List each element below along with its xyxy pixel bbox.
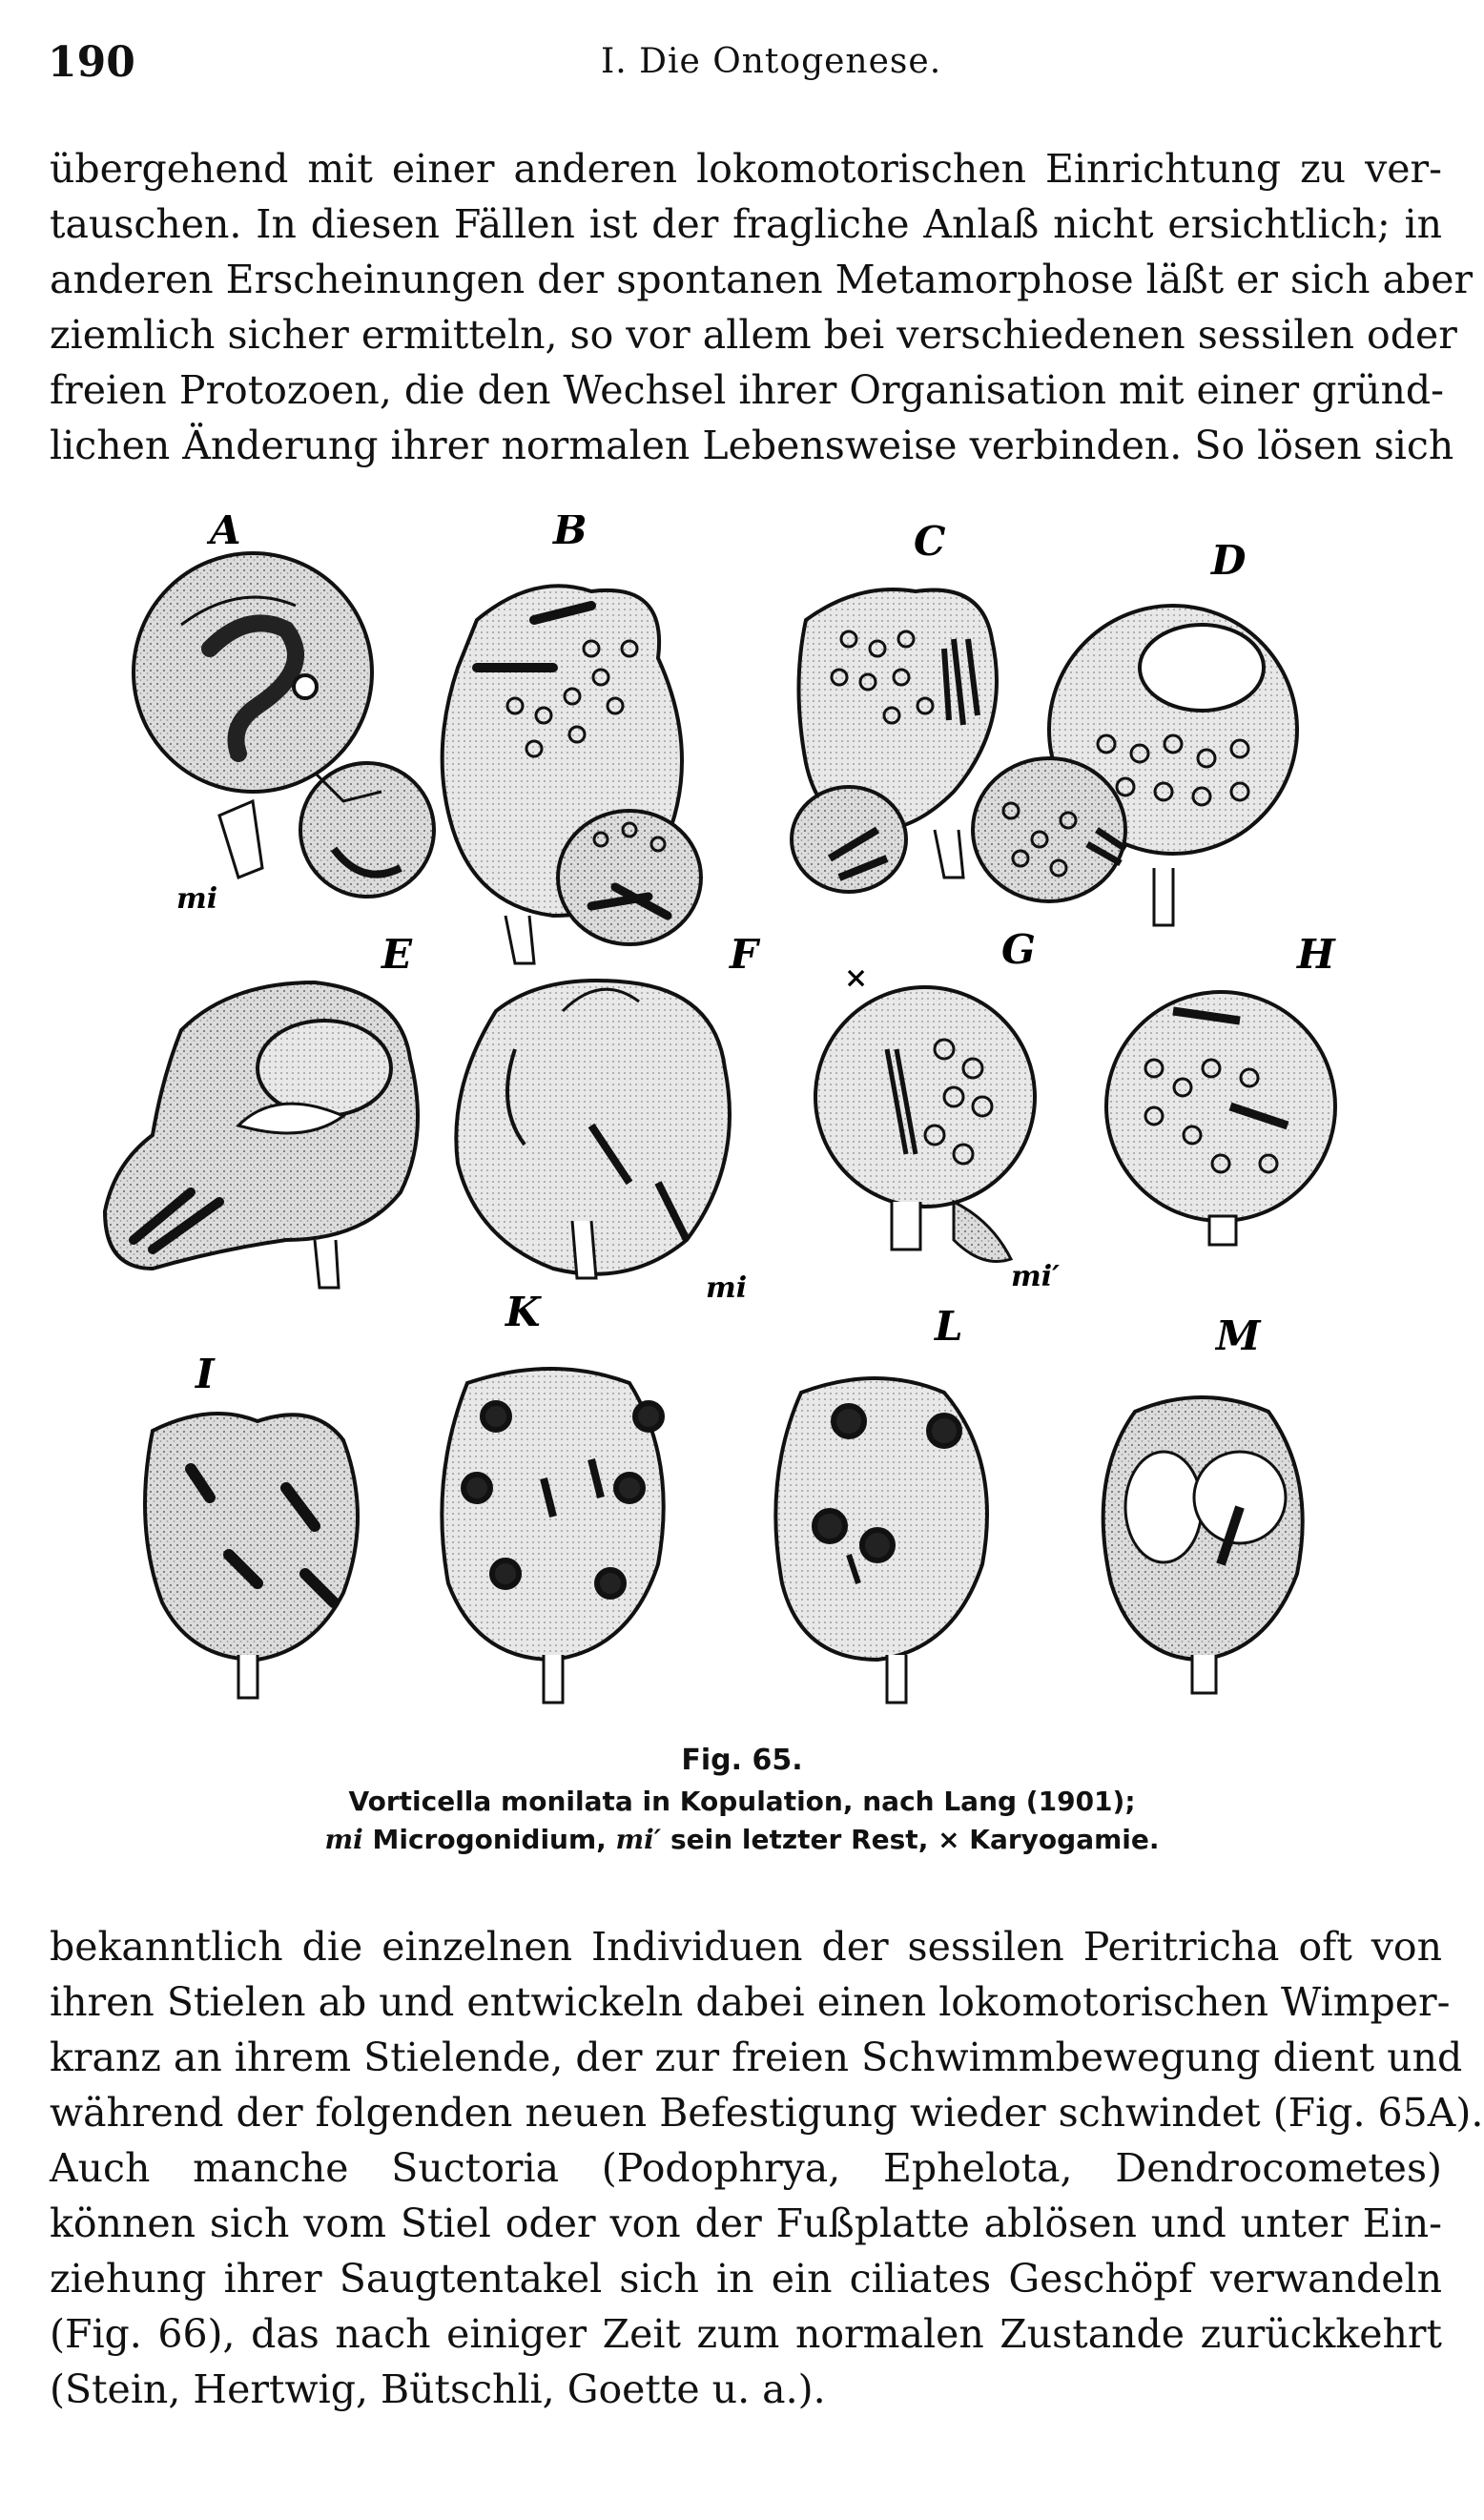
label-g: G — [1001, 926, 1036, 973]
cell-i — [145, 1414, 358, 1698]
text-line: Auch manche Suctoria (Podophrya, Ephelota, Dendrocometes) — [50, 2145, 1442, 2191]
label-x-g: × — [844, 961, 869, 995]
caption-text-b: sein letzter Rest, × Karyogamie. — [661, 1824, 1160, 1855]
label-mi-a: mi — [176, 882, 218, 916]
cell-d — [973, 606, 1297, 925]
text-line: bekanntlich die einzelnen Individuen der sessilen Peritricha oft von — [50, 1924, 1442, 1970]
cell-l — [775, 1378, 987, 1703]
text-line: tauschen. In diesen Fällen ist der fragliche Anlaß nicht ersichtlich; in — [50, 201, 1442, 247]
cell-g — [815, 987, 1035, 1262]
label-k: K — [505, 1289, 541, 1335]
caption-mi: mi — [324, 1824, 363, 1855]
figure-caption-title: Fig. 65. — [681, 1744, 803, 1777]
text-line: übergehend mit einer anderen lokomotorischen Einrichtung zu ver- — [50, 146, 1442, 192]
text-line: ziemlich sicher ermitteln, so vor allem bei verschiedenen sessilen oder — [50, 312, 1457, 358]
text-line: lichen Änderung ihrer normalen Lebensweise verbinden. So lösen sich — [50, 423, 1454, 468]
text-line: ihren Stielen ab und entwickeln dabei einen lokomotorischen Wimper- — [50, 1979, 1451, 2025]
caption-mi-prime: mi′ — [615, 1824, 662, 1855]
cell-h — [1106, 992, 1335, 1245]
figure-caption-line2 — [0, 1824, 1484, 1855]
label-a: A — [210, 515, 241, 553]
label-m: M — [1216, 1312, 1261, 1359]
text-line: ziehung ihrer Saugtentakel sich in ein ciliates Geschöpf verwandeln — [50, 2256, 1442, 2302]
caption-text-a: Microgonidium, — [362, 1824, 616, 1855]
cell-k — [442, 1369, 663, 1703]
cell-a — [134, 553, 434, 897]
text-line: können sich vom Stiel oder von der Fußplatte ablösen und unter Ein- — [50, 2200, 1442, 2246]
label-b: B — [553, 515, 587, 553]
text-line: freien Protozoen, die den Wechsel ihrer Organisation mit einer gründ- — [50, 367, 1444, 413]
figure-65 — [95, 515, 1392, 1726]
label-mi-prime-g: mi′ — [1011, 1260, 1061, 1293]
cell-b — [443, 586, 701, 963]
cell-m — [1103, 1397, 1303, 1693]
cell-c — [792, 589, 997, 892]
text-line: während der folgenden neuen Befestigung wieder schwindet (Fig. 65A). — [50, 2090, 1484, 2136]
figure-illustration — [95, 515, 1392, 1726]
text-line: kranz an ihrem Stielende, der zur freien Schwimmbewegung dient und — [50, 2035, 1463, 2080]
label-e: E — [381, 931, 413, 978]
text-line: anderen Erscheinungen der spontanen Metamorphose läßt er sich aber — [50, 257, 1474, 302]
label-f: F — [730, 931, 758, 978]
figure-caption-line1: Vorticella monilata in Kopulation, nach Lang (1901); — [348, 1786, 1136, 1817]
text-line: (Fig. 66), das nach einiger Zeit zum normalen Zustande zurückkehrt — [50, 2311, 1442, 2357]
label-d: D — [1211, 537, 1247, 584]
paragraph-bottom — [50, 1919, 1484, 2417]
paragraph-top — [50, 141, 1474, 473]
label-h: H — [1297, 931, 1335, 978]
label-l: L — [935, 1303, 963, 1350]
page-header — [48, 38, 1440, 95]
label-mi-f: mi — [706, 1271, 748, 1305]
text-line: (Stein, Hertwig, Bütschli, Goette u. a.). — [50, 2366, 826, 2412]
label-i: I — [196, 1351, 215, 1397]
running-head: I. Die Ontogenese. — [601, 42, 942, 81]
page-number: 190 — [48, 38, 135, 87]
cell-f — [456, 981, 730, 1278]
label-c: C — [914, 518, 946, 565]
cell-e — [105, 982, 418, 1288]
